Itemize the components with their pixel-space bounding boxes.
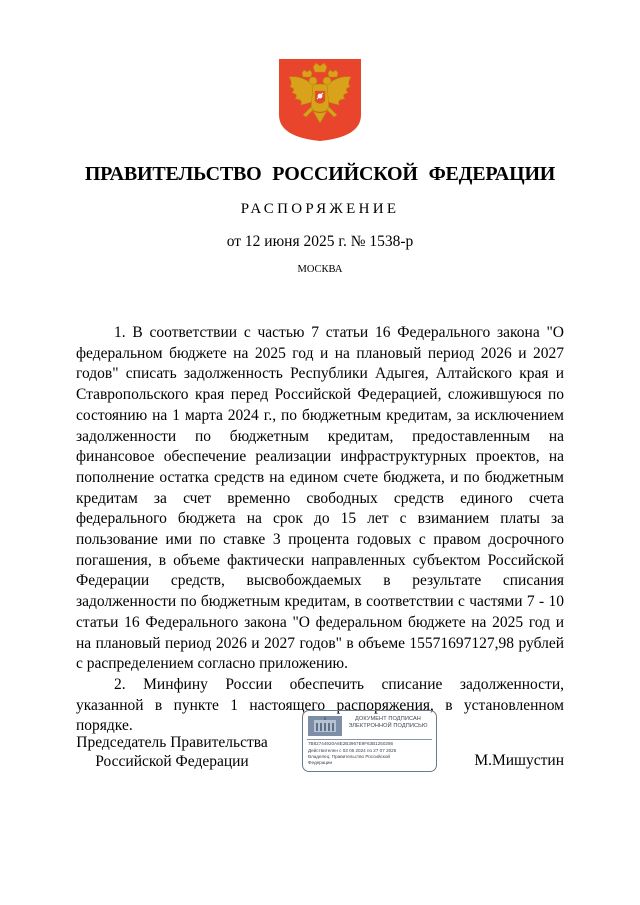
stamp-validity: Действителен с 03 05 2024 по 27 07 2025	[308, 748, 397, 753]
signer-title-line2: Российской Федерации	[95, 753, 249, 770]
electronic-signature-stamp	[302, 710, 437, 772]
stamp-heading-line2: ЭЛЕКТРОННОЙ ПОДПИСЬЮ	[348, 723, 428, 729]
signer-title	[76, 733, 268, 771]
signer-title-line1: Председатель Правительства	[76, 734, 268, 751]
document-body	[76, 323, 564, 737]
signer-name: М.Мишустин	[474, 752, 564, 769]
stamp-heading-line1: ДОКУМЕНТ ПОДПИСАН	[355, 716, 421, 722]
document-type: РАСПОРЯЖЕНИЕ	[240, 201, 400, 217]
stamp-owner-line1: Владелец: Правительство Российской	[308, 754, 390, 759]
organization-title: ПРАВИТЕЛЬСТВО РОССИЙСКОЙ ФЕДЕРАЦИИ	[84, 163, 556, 185]
paragraph-2: 2. Минфину России обеспечить списание задолженности, указанной в пункте 1 настоящего распоряжения, в установленном порядке.	[76, 675, 564, 735]
document-city: МОСКВА	[297, 264, 343, 275]
stamp-heading	[341, 716, 435, 730]
paragraph-1: 1. В соответствии с частью 7 статьи 16 Федерального закона "О федеральном бюджете на 2025 год и на плановый период 2026 и 2027 годов" списать задолженность Республики Адыгея, Алтайского края и Ставропольского края перед Российской Федерацией, сложившуюся по состоянию на 1 марта 2024 г., по бюджетным кредитам, за исключением задолженности по бюджетным кредитам, предоставленным на финансовое обеспечение реализации инфраструктурных проектов, на пополнение остатка средств на едином счете бюджета, и по бюджетным кредитам за счет временно свободных средств единого счета федерального бюджета на срок до 15 лет с взиманием платы за пользование ими по ставке 3 процента годовых с правом досрочного погашения, в объеме фактически направленных субъектом Российской Федерации средств, высвобождаемых в результате списания задолженности по бюджетным кредитам, в соответствии с частями 7 - 10 статьи 16 Федерального закона "О федеральном бюджете на 2025 год и на плановый период 2026 и 2027 годов" в объеме 15571697127,98 рублей с распределением согласно приложению.	[76, 324, 564, 673]
document-date-number: от 12 июня 2025 г. № 1538-р	[226, 233, 414, 250]
coat-of-arms-icon	[277, 57, 363, 143]
government-building-icon	[308, 716, 342, 736]
stamp-serial: 7B82744920A6E2B3967E9F63B1250286	[308, 741, 394, 746]
stamp-owner-line2: Федерации	[308, 760, 333, 765]
stamp-divider	[307, 739, 432, 740]
